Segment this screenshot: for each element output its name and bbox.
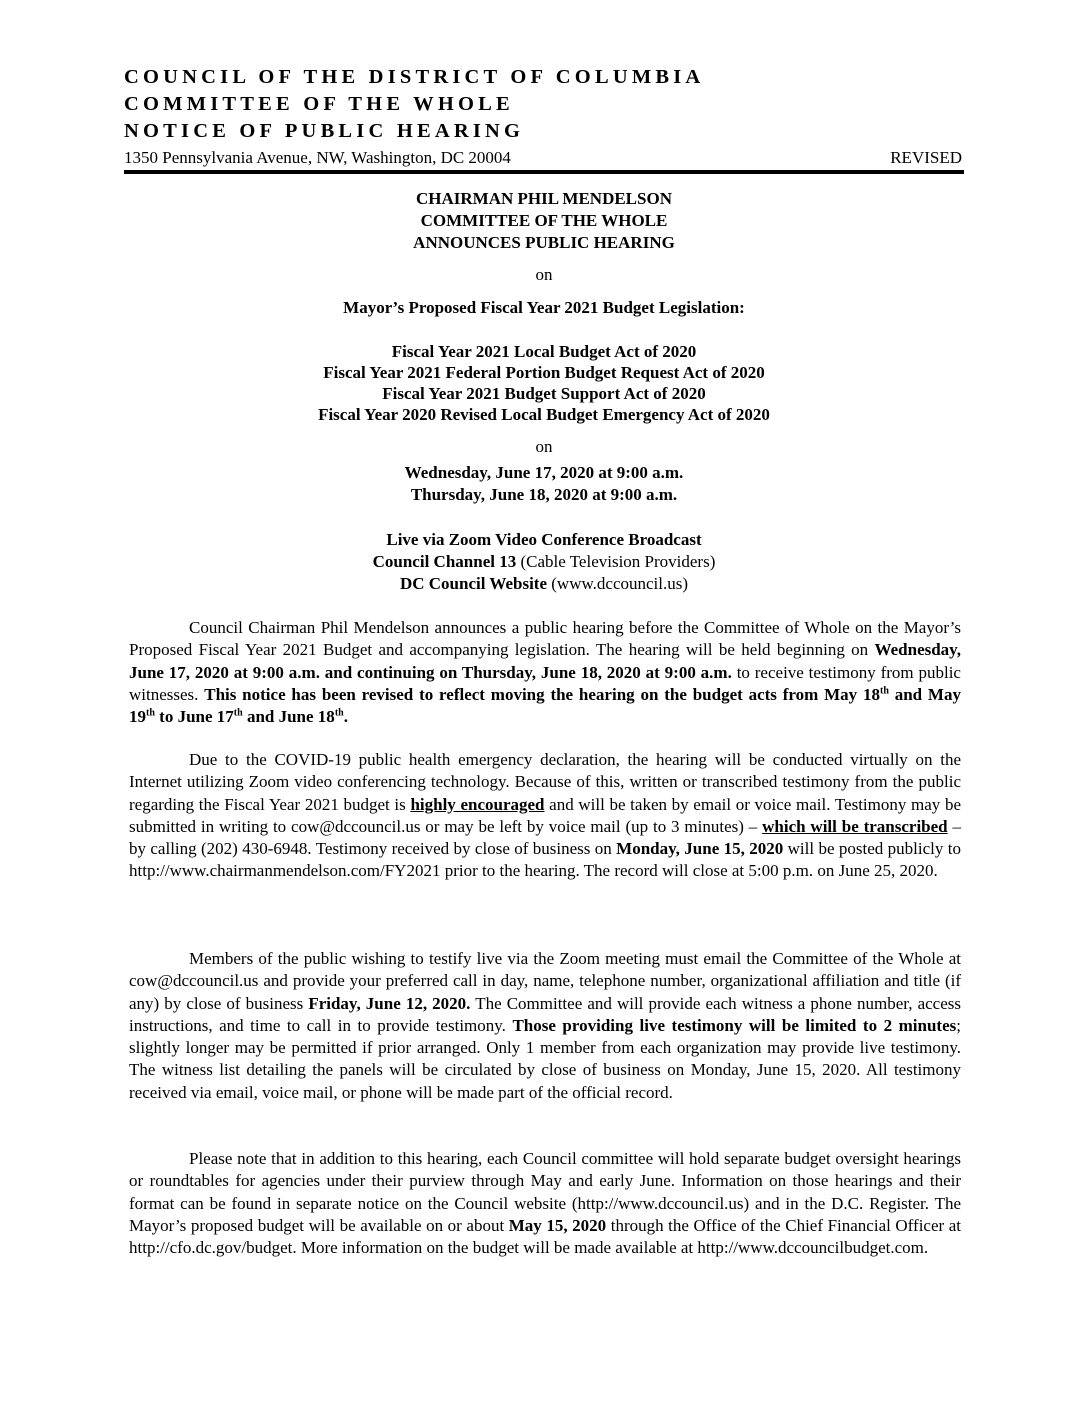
letterhead-notice: NOTICE OF PUBLIC HEARING <box>124 120 525 142</box>
act-local-budget: Fiscal Year 2021 Local Budget Act of 2020 <box>391 342 697 361</box>
p3-time-limit: Those providing live testimony will be limited to 2 minutes <box>512 1015 957 1035</box>
committee-line: COMMITTEE OF THE WHOLE <box>420 211 668 230</box>
p2-highly-encouraged: highly encouraged <box>410 794 545 814</box>
letterhead-committee: COMMITTEE OF THE WHOLE <box>124 93 514 115</box>
letterhead-council: COUNCIL OF THE DISTRICT OF COLUMBIA <box>124 66 705 88</box>
on-text-1: on <box>535 265 553 284</box>
letterhead <box>124 64 964 171</box>
on-text-2: on <box>535 437 553 456</box>
broadcast-website-url: (www.dccouncil.us) <box>547 574 689 593</box>
paragraph-live-testimony <box>129 948 961 1104</box>
hearing-subject: Mayor’s Proposed Fiscal Year 2021 Budget Legislation: <box>343 298 745 317</box>
paragraph-announcement <box>129 617 961 728</box>
p3-text-1: Members of the public wishing to testify live via the Zoom meeting must email the Committee of the Whole at cow@dccouncil.us and provide your preferred call in day, name, telephone number, organizational affiliation and title (if any) by close of business <box>129 949 961 1013</box>
p1-revision-end: . <box>343 707 348 727</box>
p1-revision-3: to June 17 <box>154 707 234 727</box>
p2-text-1: Due to the COVID-19 public health emergency declaration, the hearing will be conducted virtually on the Internet utilizing Zoom video conferencing technology. Because of this, written or transcribed testimony from the public regarding the Fiscal Year 2021 budget is <box>129 750 961 814</box>
broadcast-website <box>124 573 964 595</box>
p1-sup-4: th <box>334 707 344 719</box>
p1-sup-1: th <box>879 685 889 697</box>
hearing-date-1: Wednesday, June 17, 2020 at 9:00 a.m. <box>404 463 684 482</box>
p2-text-3: – by calling (202) 430-6948. Testimony received by close of business on <box>129 816 961 859</box>
p1-text-1: Council Chairman Phil Mendelson announces a public hearing before the Committee of Whole on the Mayor’s Proposed Fiscal Year 2021 Budget and accompanying legislation. The hearing will be held beginning on <box>129 618 961 660</box>
p1-sup-2: th <box>146 707 155 719</box>
broadcast-channel-note: (Cable Television Providers) <box>516 552 716 571</box>
header-rule <box>124 170 964 174</box>
address-row <box>124 147 964 171</box>
act-budget-support: Fiscal Year 2021 Budget Support Act of 2020 <box>382 384 706 403</box>
p3-text-3: ; slightly longer may be permitted if prior arranged. Only 1 member from each organization may provide live testimony. The witness list detailing the panels will be circulated by close of business on Monday, June 15, 2020. All testimony received via email, voice mail, or phone will be made part of the official record. <box>129 1015 961 1102</box>
p4-text-2: through the Office of the Chief Financial Officer at http://cfo.dc.gov/budget. More information on the budget will be made available at http://www.dccouncilbudget.com. <box>129 1215 962 1258</box>
p1-hearing-times: Wednesday, June 17, 2020 at 9:00 a.m. and continuing on Thursday, June 18, 2020 at 9:00 a.m. <box>129 640 961 682</box>
chairman-line: CHAIRMAN PHIL MENDELSON <box>416 189 672 208</box>
paragraph-covid <box>129 749 961 883</box>
p1-revision-1: This notice has been revised to reflect moving the hearing on the budget acts from May 18 <box>204 684 880 704</box>
p1-text-2: to receive testimony from public witnesses. <box>129 662 961 704</box>
p1-revision-note <box>129 685 961 726</box>
p3-text-2: The Committee and will provide each witness a phone number, access instructions, and time to call in to provide testimony. <box>129 993 962 1035</box>
p2-deadline: Monday, June 15, 2020 <box>616 839 784 859</box>
address: 1350 Pennsylvania Avenue, NW, Washington, DC 20004 <box>124 148 511 167</box>
broadcast-zoom: Live via Zoom Video Conference Broadcast <box>386 530 702 549</box>
announces-line: ANNOUNCES PUBLIC HEARING <box>413 233 675 252</box>
revised-label: REVISED <box>890 148 962 167</box>
broadcast-channel <box>124 551 964 573</box>
p1-revision-2: and May 19 <box>129 684 961 727</box>
broadcast-website-name: DC Council Website <box>399 574 548 593</box>
p1-revision-4: and June 18 <box>242 707 335 727</box>
act-revised-local: Fiscal Year 2020 Revised Local Budget Emergency Act of 2020 <box>318 405 770 424</box>
p2-text-2: and will be taken by email or voice mail. Testimony may be submitted in writing to cow@dccouncil.us or may be left by voice mail (up to 3 minutes) – <box>129 794 961 836</box>
broadcast-channel-name: Council Channel 13 <box>372 552 517 571</box>
paragraph-other-hearings <box>129 1148 961 1259</box>
p3-deadline: Friday, June 12, 2020. <box>308 993 471 1013</box>
p2-transcribed: which will be transcribed <box>762 816 948 836</box>
p2-text-4: will be posted publicly to http://www.chairmanmendelson.com/FY2021 prior to the hearing. The record will close at 5:00 p.m. on June 25, 2020. <box>129 839 961 881</box>
p1-sup-3: th <box>233 707 243 719</box>
p4-budget-date: May 15, 2020 <box>508 1215 607 1235</box>
p4-text-1: Please note that in addition to this hearing, each Council committee will hold separate budget oversight hearings or roundtables for agencies under their purview through May and early June. Information on those hearings and their format can be found in separate notice on the Council website (http://www.dccouncil.us) and in the D.C. Register. The Mayor’s proposed budget will be available on or about <box>129 1149 961 1235</box>
act-federal-portion: Fiscal Year 2021 Federal Portion Budget Request Act of 2020 <box>323 363 765 382</box>
hearing-date-2: Thursday, June 18, 2020 at 9:00 a.m. <box>410 485 678 504</box>
